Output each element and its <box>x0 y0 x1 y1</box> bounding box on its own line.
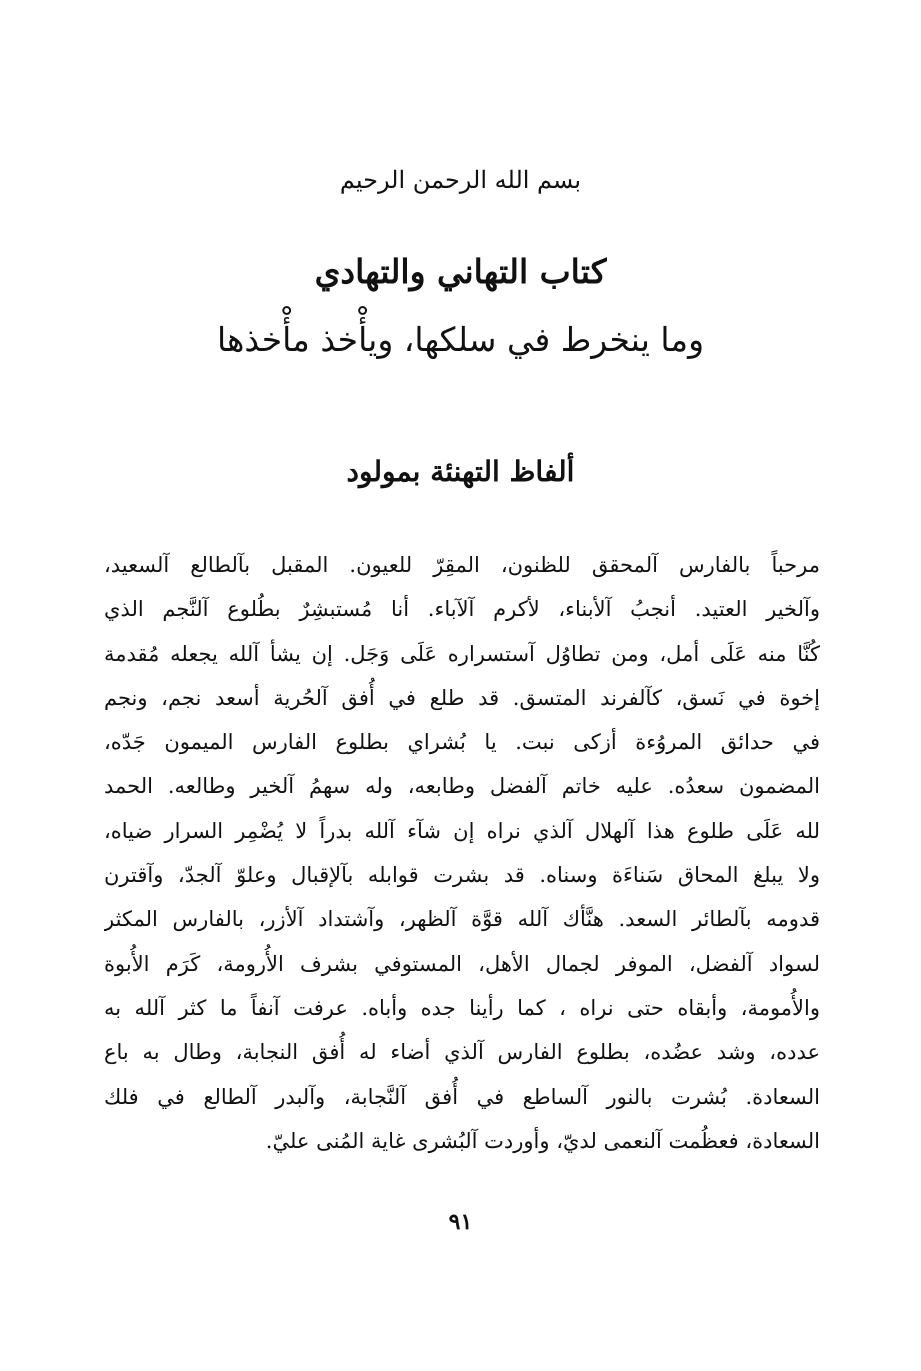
body-paragraph <box>104 543 820 1163</box>
text-line: لله عَلَى طلوع هذا آلهلال آلذي نراه إن شآء آلله بدراً لا يُضْمِر السرار ضياه، <box>104 818 820 843</box>
book-title: كتاب التهاني والتهادي <box>314 252 607 291</box>
text-line: السعادة، فعظُمت آلنعمى لديّ، وأوردت آلبُشرى غاية المُنى عليّ. <box>265 1128 820 1153</box>
book-subtitle: وما ينخرط في سلكها، ويأْخذ مأْخذها <box>216 320 705 359</box>
page-number: ٩١ <box>448 1209 473 1235</box>
text-line: ولا يبلغ المحاق سَناءَة وسناه. قد بشرت قوابله بآلإقبال وعلوّ آلجدّ، وآقترن <box>104 863 820 888</box>
text-line: في حدائق المروُءة أزكى نبت. يا بُشراي بطلوع الفارس الميمون جَدّه، <box>104 730 820 755</box>
text-line: قدومه بآلطائر السعد. هنَّأك آلله قوَّة آلظهر، وآشتداد آلأزر، بالفارس المكثر <box>104 907 820 932</box>
text-line: السعادة. بُشرت بالنور آلساطع في أُفق آلنَّجابة، وآلبدر آلطالع في فلك <box>104 1084 820 1109</box>
basmala: بسم الله الرحمن الرحيم <box>339 166 582 194</box>
text-line: المضمون سعدُه. عليه خاتم آلفضل وطابعه، وله سهمُ آلخير وطالعه. الحمد <box>104 774 820 799</box>
text-line: وآلخير العتيد. أنجبُ آلأبناء، لأكرم آلآباء. أنا مُستبشِرٌ بطُلوع آلنَّجم الذي <box>104 597 820 622</box>
text-line: إخوة في نَسق، كآلفرند المتسق. قد طلع في أُفق آلحُرية أسعد نجم، ونجم <box>104 685 820 710</box>
section-heading: ألفاظ التهنئة بمولود <box>346 455 575 488</box>
text-line: والأُمومة، وأبقاه حتى نراه ، كما رأينا جده وأباه. عرفت آنفاً ما كثر آلله به <box>104 995 820 1020</box>
text-line: مرحباً بالفارس آلمحقق للظنون، المقِرّ للعيون. المقبل بآلطالع آلسعيد، <box>104 553 820 577</box>
text-line: كُنَّا منه عَلَى أمل، ومن تطاوُل آستسراره عَلَى وَجَل. إن يشأ آلله يجعله مُقدمة <box>104 641 820 666</box>
text-line: عدده، وشد عضُده، بطلوع الفارس آلذي أضاء له أُفق النجابة، وطال به باع <box>104 1040 820 1065</box>
text-line: لسواد آلفضل، الموفر لجمال الأهل، المستوفي بشرف الأُرومة، كَرَم الأُبوة <box>104 951 820 976</box>
